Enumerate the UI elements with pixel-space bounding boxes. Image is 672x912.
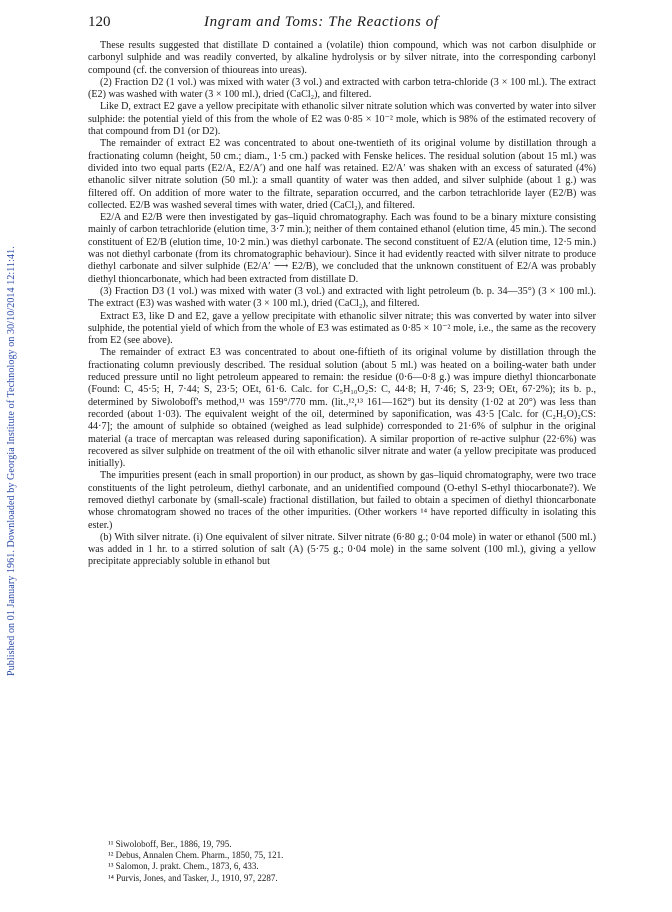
paragraph: E2/A and E2/B were then investigated by gas–liquid chromatography. Each was found to be a binary mixture consisting mainly of carbon tetrachloride (elution time, 3·7 min.); neither of them contained ethanol (elution time, 45 min.). The second constituent of E2/B (elution time, 10·2 min.) was diethyl carbonate. The second constituent of E2/A (elution time, 12·5 min.) was not diethyl carbonate (from its chromatographic behaviour). Since it had evidently reacted with silver nitrate to produce diethyl carbonate and silver sulphide (E2/A′ ⟶ E2/B), we concluded that the unknown constituent of E2/A was probably diethyl thioncarbonate, which had been extracted from distillate D. [88,212,596,285]
article-body [88,40,596,569]
footnotes [108,839,578,884]
footnote: ¹³ Salomon, J. prakt. Chem., 1873, 6, 433. [108,861,259,872]
paragraph: The remainder of extract E3 was concentrated to about one-fiftieth of its original volume by distillation through the fractionating column previously described. The residual solution (about 5 ml.) was heated on a boiling-water bath under reduced pressure until no light petroleum appeared to remain: the residue (0·6—0·8 g.) was impure diethyl thioncarbonate (Found: C, 45·5; H, 7·44; S, 23·5; OEt, 61·6. Calc. for C₅H₁₀O₂S: C, 44·8; H, 7·46; S, 23·9; OEt, 67·2%); its b. p., determined by Siwoloboff's method,¹¹ was 159°/770 mm. (lit.,¹²,¹³ 161—162°) but its density (1·02 at 20°) was less than recorded (about 1·03). The equivalent weight of the oil, determined by saponification, was 43·5 [Calc. for (C₂H₅O)₂CS: 44·7]; the amount of sulphide so obtained (weighed as lead sulphide) corresponded to 21·6% of sulphur in the original material (a trace of mercaptan was released during saponification). A similar proportion of re-active sulphur (22·6%) was recovered as silver sulphide on treatment of the oil with ethanolic silver nitrate and water (a yellow precipitate was produced initially). [88,347,596,470]
paragraph: These results suggested that distillate D contained a (volatile) thion compound, which was not carbon disulphide or carbonyl sulphide and was readily converted, by alkaline hydrolysis or by silver nitrate, into the corresponding carbonyl compound (cf. the conversion of thioureas into ureas). [88,40,596,76]
paragraph: (b) With silver nitrate. (i) One equivalent of silver nitrate. Silver nitrate (6·80 g.; 0·04 mole) in water or ethanol (500 ml.) was added in 1 hr. to a stirred solution of salt (A) (5·75 g.; 0·04 mole) in the same solvent (100 ml.), giving a yellow precipitate appreciably soluble in ethanol but [88,531,596,568]
footnote: ¹² Debus, Annalen Chem. Pharm., 1850, 75, 121. [108,850,284,861]
download-watermark [2,80,18,680]
paragraph: (3) Fraction D3 (1 vol.) was mixed with water (3 vol.) and extracted with light petroleum (b. p. 34—35°) (3 × 100 ml.). The extract (E3) was washed with water (3 × 100 ml.), dried (CaCl₂), and filtered. [88,285,596,310]
paragraph: (2) Fraction D2 (1 vol.) was mixed with water (3 vol.) and extracted with carbon tetra-chloride (3 × 100 ml.). The extract (E2) was washed with water (3 × 100 ml.), dried (CaCl₂), and filtered. [88,76,596,101]
paragraph: Extract E3, like D and E2, gave a yellow precipitate with ethanolic silver nitrate; this was converted by water into silver sulphide, the potential yield of which from the whole of E3 was estimated as 0·85 × 10⁻² mole, i.e., the same as the recovery from E2 (see above). [88,310,596,347]
paragraph: Like D, extract E2 gave a yellow precipitate with ethanolic silver nitrate solution which was converted by water into silver sulphide: the potential yield of this from the whole of E2 was 0·85 × 10⁻² mole, which is 98% of the estimated recovery of that compound from D1 (or D2). [88,101,596,138]
footnote: ¹¹ Siwoloboff, Ber., 1886, 19, 795. [108,839,232,849]
paragraph: The impurities present (each in small proportion) in our product, as shown by gas–liquid chromatography, were two trace constituents of the light petroleum, diethyl carbonate, and an unidentified compound (O-ethyl S-ethyl thiocarbonate?). We removed diethyl carbonate by (small-scale) fractional distillation, but failed to obtain a specimen of diethyl thioncarbonate whose chromatogram showed no traces of the other impurities. (Other workers ¹⁴ have reported difficulty in isolating this ester.) [88,470,596,531]
running-title: Ingram and Toms: The Reactions of [204,14,439,30]
page-number: 120 [88,14,111,30]
paragraph: The remainder of extract E2 was concentrated to about one-twentieth of its original volume by distillation through a fractionating column (height, 50 cm.; diam., 1·5 cm.) packed with Fenske helices. The residual solution (about 15 ml.) was divided into two equal parts (E2/A, E2/A′) and one half was retained. E2/A′ was shaken with an excess of saturated (4%) ethanolic silver nitrate solution (50 ml.): a small quantity of water was then added, and silver sulphide (about 1 g.) was filtered off. On addition of more water to the filtrate, separation occurred, and the carbon tetrachloride layer (E2/B) was collected. E2/B was washed several times with water, dried (CaCl₂), and filtered. [88,138,596,211]
page-header [88,14,596,34]
footnote: ¹⁴ Purvis, Jones, and Tasker, J., 1910, 97, 2287. [108,872,278,883]
download-watermark-text: Published on 01 January 1961. Downloaded by Georgia Institute of Technology on 30/10/2014 12:11:41. [6,246,17,676]
